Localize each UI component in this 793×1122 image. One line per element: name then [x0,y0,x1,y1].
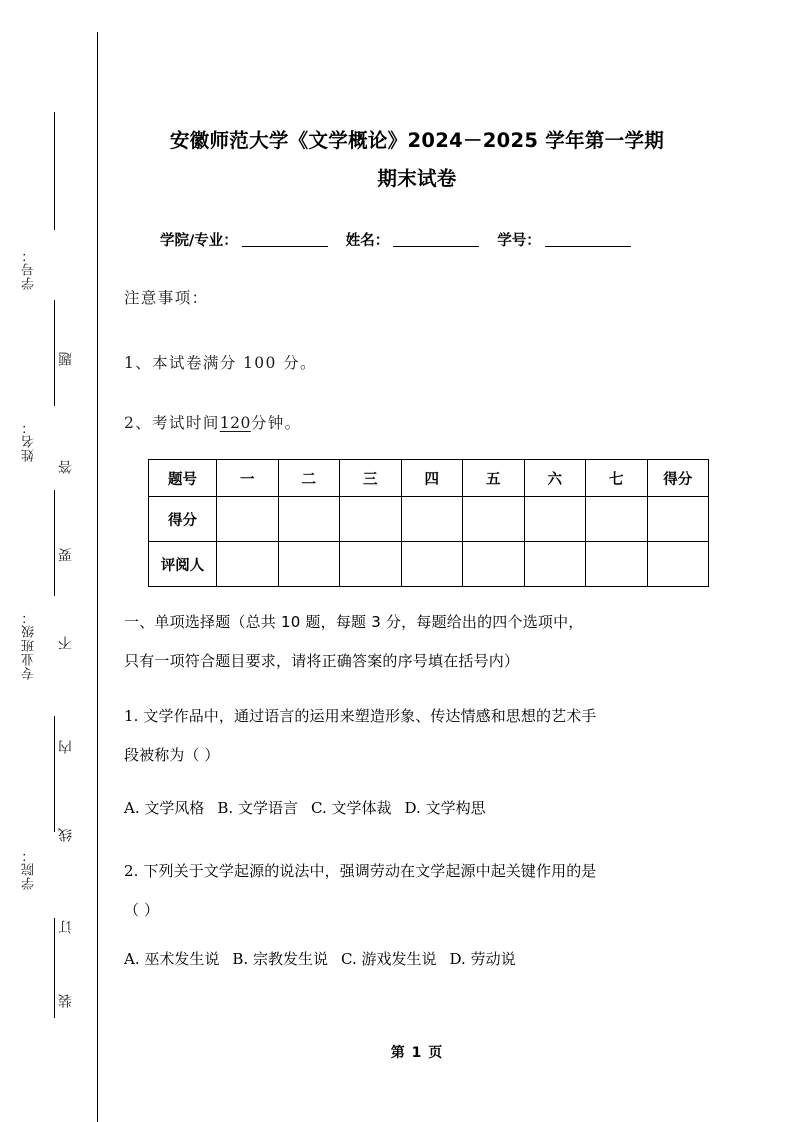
question-2-options [124,948,714,970]
score-table-cell-0-7[interactable] [647,497,709,542]
score-table-cell-1-5[interactable] [524,542,586,587]
question-1-option-a-text[interactable]: 文学风格 [144,799,205,817]
score-table-header-row [149,460,709,497]
question-1-line1 [124,697,714,736]
question-1-option-b-letter: B. [217,799,234,817]
seal-label-0: 学号： [22,248,37,290]
question-1-option-a-letter: A. [124,799,140,817]
question-1-option-c-text[interactable]: 文学体裁 [331,799,392,817]
question-2-number: 2. [124,862,139,880]
score-table-row-label-1: 评阅人 [149,542,217,587]
score-table-cell-1-3[interactable] [401,542,463,587]
question-1-option-d-text[interactable]: 文学构思 [425,799,486,817]
question-2-option-c-letter: C. [341,950,357,968]
college-major-label: 学院/专业： [160,233,238,249]
question-2-option-d-letter: D. [449,950,466,968]
table-row [149,497,709,542]
score-table-cell-0-1[interactable] [278,497,340,542]
seal-blank-line-4 [54,918,55,1018]
score-table-header-cell-4: 四 [401,460,463,497]
sealing-line-area [0,0,120,1122]
score-table-cell-1-4[interactable] [463,542,525,587]
seal-blank-line-2 [54,490,55,596]
question-2-option-a-letter: A. [124,950,140,968]
student-info-line [160,228,720,254]
score-table-header-cell-5: 五 [463,460,525,497]
score-table-cell-0-3[interactable] [401,497,463,542]
name-blank[interactable] [393,246,479,247]
question-1-option-c-letter: C. [311,799,327,817]
question-2-line2: （ ） [124,901,160,919]
seal-char-0: 题 [58,352,74,366]
score-table-cell-0-0[interactable] [217,497,279,542]
seal-blank-line-3 [54,716,55,832]
question-2-option-b-text[interactable]: 宗教发生说 [252,950,328,968]
score-table-header-cell-0: 题号 [149,460,217,497]
table-row [149,542,709,587]
page-title [124,122,710,198]
score-table-row-label-0: 得分 [149,497,217,542]
notice-item-2-suffix: 分钟。 [250,414,302,432]
exam-duration-value: 120 [219,414,251,432]
sealing-line-character-column [58,0,90,1122]
score-table-cell-1-6[interactable] [586,542,648,587]
seal-label-2: 专业班级： [22,610,37,680]
score-table-header-cell-2: 二 [278,460,340,497]
question-2-option-b-letter: B. [232,950,249,968]
question-2-option-c-text[interactable]: 游戏发生说 [361,950,437,968]
score-table-cell-0-4[interactable] [463,497,525,542]
question-1-text [124,697,714,775]
question-2-line1 [124,852,714,891]
question-1-options [124,797,714,819]
score-table-cell-1-0[interactable] [217,542,279,587]
notice-heading: 注意事项： [124,289,209,307]
score-table-cell-1-7[interactable] [647,542,709,587]
seal-label-1: 姓名： [22,420,37,462]
question-1-option-b-text[interactable]: 文学语言 [237,799,298,817]
page-footer: 第 1 页 [390,1045,444,1061]
question-1-number: 1. [124,707,139,725]
notice-item-2-prefix: 2、考试时间 [124,414,220,432]
question-1-line2: 段被称为（ ） [124,746,220,764]
score-table-header-cell-7: 七 [586,460,648,497]
page-title-line1: 安徽师范大学《文学概论》2024－2025 学年第一学期 [169,129,665,152]
seal-char-4: 内 [58,740,74,754]
question-2-stem: 下列关于文学起源的说法中，强调劳动在文学起源中起关键作用的是 [143,862,597,880]
score-table-cell-0-6[interactable] [586,497,648,542]
score-table-cell-0-5[interactable] [524,497,586,542]
score-table-cell-1-2[interactable] [340,542,402,587]
notice-item-1: 1、本试卷满分 100 分。 [124,354,317,372]
college-major-blank[interactable] [242,246,328,247]
name-label: 姓名： [345,233,390,249]
seal-char-5: 线 [58,828,74,842]
seal-char-1: 答 [58,460,74,474]
score-table-header-cell-3: 三 [340,460,402,497]
seal-label-3: 学院： [22,848,37,890]
score-table-cell-1-1[interactable] [278,542,340,587]
page-title-line2: 期末试卷 [377,167,457,190]
sealing-line-vertical-rule [97,32,98,1122]
seal-char-6: 订 [58,920,74,934]
question-1-stem: 文学作品中，通过语言的运用来塑造形象、传达情感和思想的艺术手 [143,707,597,725]
question-2-text [124,852,714,930]
question-1-option-d-letter: D. [404,799,421,817]
score-table-header-cell-1: 一 [217,460,279,497]
seal-char-3: 不 [58,636,74,650]
seal-char-2: 要 [58,548,74,562]
score-table-cell-0-2[interactable] [340,497,402,542]
question-2-option-d-text[interactable]: 劳动说 [470,950,516,968]
section-1-heading [124,603,710,681]
seal-blank-line-0 [54,112,55,230]
notice-item-2 [124,411,302,435]
student-id-label: 学号： [497,233,541,249]
question-2-option-a-text[interactable]: 巫术发生说 [144,950,220,968]
score-table [148,459,709,587]
section-1-heading-line2: 只有一项符合题目要求，请将正确答案的序号填在括号内） [124,652,520,670]
section-1-heading-line1: 一、单项选择题（总共 10 题，每题 3 分，每题给出的四个选项中， [124,613,584,631]
score-table-header-cell-6: 六 [524,460,586,497]
seal-blank-line-1 [54,300,55,406]
score-table-header-cell-8: 得分 [647,460,709,497]
seal-char-7: 装 [58,994,74,1008]
student-id-blank[interactable] [545,246,631,247]
